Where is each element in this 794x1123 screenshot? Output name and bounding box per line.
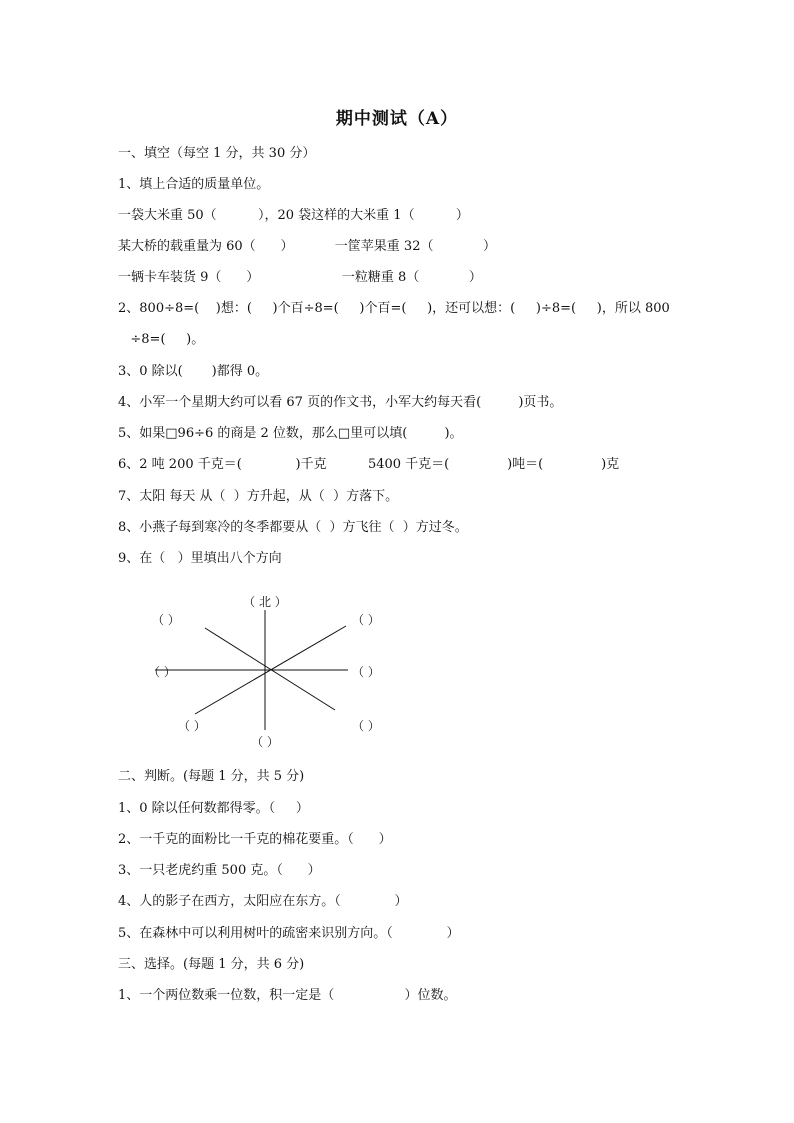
question-3: 3、0 除以( )都得 0。 <box>118 364 269 379</box>
judge-item-4: 4、人的影子在西方，太阳应在东方。（ ） <box>118 894 408 909</box>
question-1b: 某大桥的载重量为 60（ ） 一筐苹果重 32（ ） <box>118 239 497 254</box>
question-8: 8、小燕子每到寒冷的冬季都要从（ ）方飞往（ ）方过冬。 <box>118 520 468 535</box>
exam-title: 期中测试（A） <box>335 109 459 129</box>
question-9: 9、在（ ）里填出八个方向 <box>118 551 282 566</box>
choice-item-1: 1、一个两位数乘一位数，积一定是（ ）位数。 <box>118 988 457 1003</box>
compass-blank-bottom: （ ） <box>251 735 279 749</box>
compass-blank-top-left: （ ） <box>152 613 180 627</box>
compass-diagonal-nw-se <box>205 628 335 710</box>
judge-item-5: 5、在森林中可以利用树叶的疏密来识别方向。（ ） <box>118 926 460 941</box>
compass-blank-top-right: （ ） <box>352 613 380 627</box>
compass-north-label: （ 北 ） <box>243 595 287 609</box>
compass-blank-bottom-right: （ ） <box>352 719 380 733</box>
question-4: 4、小军一个星期大约可以看 67 页的作文书，小军大约每天看( )页书。 <box>118 395 563 410</box>
section1-heading: 一、填空（每空 1 分，共 30 分） <box>118 146 316 161</box>
question-1a: 一袋大米重 50（ ），20 袋这样的大米重 1（ ） <box>118 208 469 223</box>
compass-blank-right: （ ） <box>352 665 380 679</box>
question-1c: 一辆卡车装货 9（ ） 一粒糖重 8（ ） <box>118 270 482 285</box>
judge-item-1: 1、0 除以任何数都得零。（ ） <box>118 801 309 816</box>
section3-heading: 三、选择。(每题 1 分，共 6 分) <box>118 957 305 972</box>
judge-item-3: 3、一只老虎约重 500 克。（ ） <box>118 863 321 878</box>
question-5: 5、如果□96÷6 的商是 2 位数，那么□里可以填( )。 <box>118 426 463 441</box>
question-1: 1、填上合适的质量单位。 <box>118 177 270 192</box>
compass-diagram <box>140 588 420 758</box>
question-7: 7、太阳 每天 从（ ）方升起，从（ ）方落下。 <box>118 489 399 504</box>
section2-heading: 二、判断。(每题 1 分，共 5 分) <box>118 769 305 784</box>
compass-blank-bottom-left: （ ） <box>178 719 206 733</box>
question-2a: 2、800÷8=( )想：( )个百÷8=( )个百=( )，还可以想：( )÷8=( )，所以 800 <box>118 301 670 316</box>
judge-item-2: 2、一千克的面粉比一千克的棉花要重。（ ） <box>118 832 392 847</box>
question-2b: ÷8=( )。 <box>118 332 205 347</box>
compass-blank-left: （ ） <box>148 665 176 679</box>
question-6: 6、2 吨 200 千克＝( )千克 5400 千克＝( )吨＝( )克 <box>118 457 620 472</box>
